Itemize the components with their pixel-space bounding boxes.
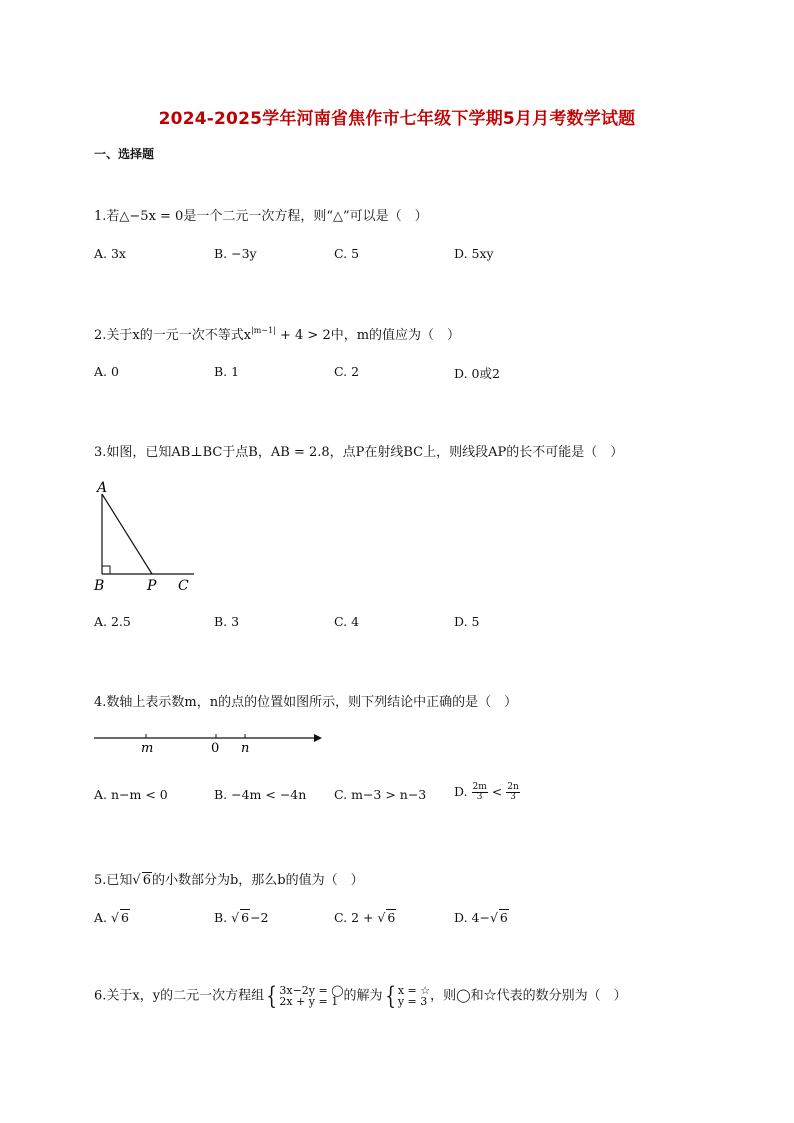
question-6-text xyxy=(94,982,627,1010)
question-2-options xyxy=(94,364,714,384)
question-5-options xyxy=(94,909,714,929)
q5-option-d[interactable] xyxy=(454,909,509,925)
q6-text-pre: 6.关于x，y的二元一次方程组 xyxy=(94,988,265,1004)
q2-text-pre: 2.关于x的一元一次不等式x xyxy=(94,328,252,343)
fraction-2m-over-3 xyxy=(472,783,488,802)
question-2-text xyxy=(94,324,460,343)
q4-option-d-prefix: D. xyxy=(454,784,472,799)
fraction-2n-over-3 xyxy=(506,783,520,802)
q5-option-c[interactable] xyxy=(334,909,396,925)
question-1-options xyxy=(94,246,714,266)
q6-text-post: ，则◯和☆代表的数分别为（ ） xyxy=(430,988,627,1004)
sqrt-symbol: √ xyxy=(231,910,240,925)
page-title: 2024-2025学年河南省焦作市七年级下学期5月月考数学试题 xyxy=(158,109,636,129)
solution-system xyxy=(398,985,430,1007)
sqrt-symbol: √ xyxy=(110,910,119,925)
q5-text-pre: 5.已知 xyxy=(94,873,133,888)
label-zero: 0 xyxy=(211,741,220,756)
q4-option-c[interactable]: C. m−3 > n−3 xyxy=(334,787,427,802)
number-line-figure xyxy=(90,728,330,758)
q3-option-c[interactable]: C. 4 xyxy=(334,614,360,629)
q2-option-b[interactable]: B. 1 xyxy=(214,364,240,379)
option-prefix: B. xyxy=(214,910,232,925)
q2-option-d[interactable]: D. 0或2 xyxy=(454,366,500,381)
q5-option-a[interactable] xyxy=(94,909,130,925)
right-triangle-figure xyxy=(90,476,210,596)
sqrt-symbol: √ xyxy=(132,873,141,888)
q5-option-b[interactable] xyxy=(214,909,269,925)
q2-text-post: + 4 > 2中，m的值应为（ ） xyxy=(275,328,461,343)
equation-system xyxy=(279,985,343,1007)
q4-option-d-operator: < xyxy=(487,784,507,799)
q4-option-b[interactable]: B. −4m < −4n xyxy=(214,787,307,802)
option-suffix: −2 xyxy=(250,910,269,925)
frac-denominator: 3 xyxy=(510,792,516,802)
option-prefix: D. 4− xyxy=(454,910,490,925)
question-1-text: 1.若△−5x = 0是一个二元一次方程，则“△”可以是（ ） xyxy=(94,209,428,224)
equation-1: 3x−2y = ◯ xyxy=(279,984,344,997)
label-p: P xyxy=(147,578,157,594)
segment-ap xyxy=(102,494,152,574)
sqrt-radicand: 6 xyxy=(241,910,250,925)
sqrt-radicand: 6 xyxy=(499,910,508,925)
q2-option-a[interactable]: A. 0 xyxy=(94,364,119,379)
left-brace: { xyxy=(266,982,278,1010)
q3-option-a[interactable]: A. 2.5 xyxy=(94,614,131,629)
label-n: n xyxy=(241,741,250,756)
solution-2: y = 3 xyxy=(397,995,428,1008)
left-brace: { xyxy=(384,982,396,1010)
question-4-text: 4.数轴上表示数m，n的点的位置如图所示，则下列结论中正确的是（ ） xyxy=(94,695,518,710)
q2-exponent: |m−1| xyxy=(251,326,276,335)
sqrt-symbol: √ xyxy=(489,910,498,925)
axis-arrow xyxy=(314,734,322,742)
q4-option-a[interactable]: A. n−m < 0 xyxy=(94,787,168,802)
q1-option-c[interactable]: C. 5 xyxy=(334,246,360,261)
sqrt-radicand: 6 xyxy=(387,910,396,925)
q1-option-a[interactable]: A. 3x xyxy=(94,246,126,261)
label-c: C xyxy=(178,578,189,594)
label-a: A xyxy=(97,480,108,496)
sqrt-radicand: 6 xyxy=(142,873,151,888)
frac-denominator: 3 xyxy=(476,792,483,802)
question-5-text xyxy=(94,869,364,888)
option-prefix: C. 2 + xyxy=(334,910,378,925)
label-b: B xyxy=(94,578,105,594)
right-angle-mark xyxy=(102,566,110,574)
question-4-options xyxy=(94,782,714,807)
q5-text-post: 的小数部分为b，那么b的值为（ ） xyxy=(151,873,364,888)
option-prefix: A. xyxy=(94,910,111,925)
frac-numerator: 2n xyxy=(507,782,519,792)
q1-option-b[interactable]: B. −3y xyxy=(214,246,257,261)
q4-option-d[interactable] xyxy=(454,783,520,802)
question-3-text: 3.如图，已知AB⊥BC于点B，AB = 2.8，点P在射线BC上，则线段AP的长不可能是（ ） xyxy=(94,445,624,460)
solution-1: x = ☆ xyxy=(397,984,431,997)
section-heading: 一、选择题 xyxy=(94,147,155,161)
label-m: m xyxy=(141,741,154,756)
sqrt-symbol: √ xyxy=(377,910,386,925)
q3-option-d[interactable]: D. 5 xyxy=(454,614,480,629)
q6-text-mid: 的解为 xyxy=(343,988,383,1004)
frac-numerator: 2m xyxy=(472,782,487,792)
equation-2: 2x + y = 1 xyxy=(279,995,339,1008)
sqrt-radicand: 6 xyxy=(120,910,129,925)
q3-option-b[interactable]: B. 3 xyxy=(214,614,240,629)
q1-option-d[interactable]: D. 5xy xyxy=(454,246,494,261)
q2-option-c[interactable]: C. 2 xyxy=(334,364,360,379)
question-3-options xyxy=(94,614,714,634)
